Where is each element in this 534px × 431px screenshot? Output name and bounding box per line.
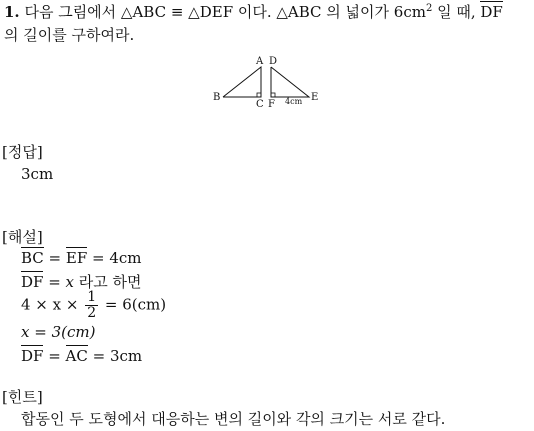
explanation-text: = 4cm <box>87 249 142 267</box>
problem-superscript: 2 <box>425 3 433 14</box>
variable-x: x <box>65 273 75 291</box>
segment-ef: EF <box>65 249 88 267</box>
explanation-text: = 3cm <box>87 347 143 365</box>
explanation-line-3 <box>21 290 166 320</box>
explanation-text: 라고 하면 <box>74 273 142 291</box>
numerator: 1 <box>87 289 97 305</box>
segment-df: DF <box>21 273 44 291</box>
explanation-line-4: x = 3(cm) <box>21 323 96 341</box>
explanation-line-2 <box>21 275 142 290</box>
triangle-abc <box>223 67 261 97</box>
hint-header: [힌트] <box>2 388 43 406</box>
explanation-line-5 <box>21 349 142 364</box>
problem-line-2: 의 길이를 구하여라. <box>4 26 135 44</box>
label-c: C <box>256 99 264 110</box>
problem-line-1 <box>4 5 503 20</box>
equation-prefix: 4 × x × <box>21 295 84 314</box>
triangle-figure <box>205 52 330 110</box>
equals: = <box>43 273 66 291</box>
label-a: A <box>256 56 264 67</box>
right-angle-f <box>271 93 275 97</box>
label-b: B <box>213 92 221 103</box>
fraction-half <box>85 290 98 320</box>
equals: = <box>43 347 66 365</box>
problem-number: 1. <box>4 3 20 21</box>
equation-suffix: = 6(cm) <box>100 295 167 314</box>
denominator: 2 <box>87 304 97 321</box>
answer-value: 3cm <box>21 165 54 183</box>
problem-text-b: 일 때, <box>432 3 481 21</box>
segment-df: DF <box>21 347 44 365</box>
answer-header: [정답] <box>2 143 43 161</box>
label-e: E <box>311 92 319 103</box>
explanation-header: [해설] <box>2 228 43 246</box>
segment-bc: BC <box>21 249 44 267</box>
label-d: D <box>269 56 278 67</box>
hint-text: 합동인 두 도형에서 대응하는 변의 길이와 각의 크기는 서로 같다. <box>21 410 446 428</box>
triangle-def <box>271 67 309 97</box>
label-f: F <box>268 99 275 110</box>
problem-text-a: 다음 그림에서 △ABC ≡ △DEF 이다. △ABC 의 넓이가 6cm <box>24 3 426 21</box>
problem-segment: DF <box>480 3 503 21</box>
right-angle-c <box>257 93 261 97</box>
label-dimension: 4cm <box>285 97 303 106</box>
explanation-line-1 <box>21 251 142 266</box>
equals: = <box>43 249 66 267</box>
segment-ac: AC <box>65 347 88 365</box>
